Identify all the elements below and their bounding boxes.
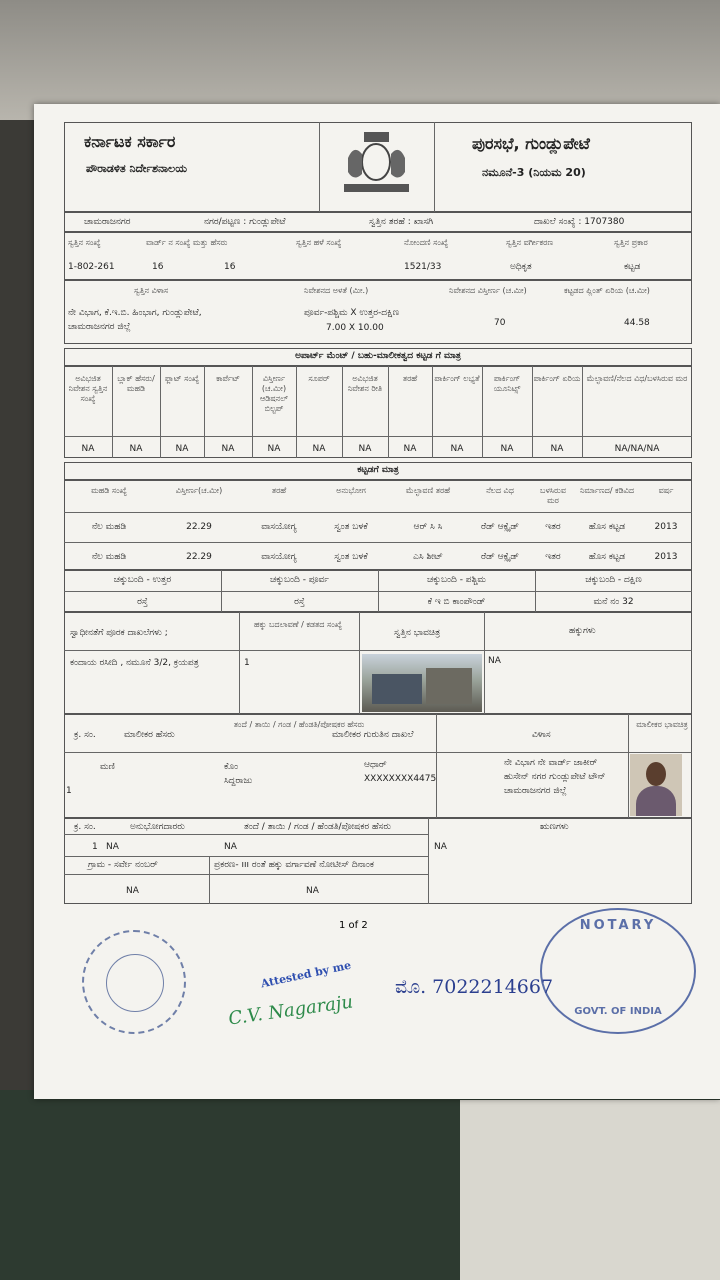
apartment-value: NA <box>129 444 143 454</box>
notary-seal <box>540 908 696 1034</box>
owner-serial: 1 <box>66 786 72 796</box>
apartment-header: ಅವಿಭಜಿತ ನಿವೇಶನ ರೀತಿ <box>347 374 383 393</box>
old-number-header: ಸ್ವತ್ತಿನ ಹಳೆ ಸಂಖ್ಯೆ <box>296 238 342 247</box>
apartment-header: ಪಾರ್ಕಿಂಗ್ ಲಭ್ಯತೆ <box>434 374 480 383</box>
emblem-icon <box>334 128 419 198</box>
apartment-header: ಫ್ಲಾಟ್ ಸಂಖ್ಯೆ <box>164 374 200 383</box>
owner-address-header: ವಿಳಾಸ <box>532 730 551 740</box>
owner-address-line-2: ಹುಸೇನ್ ನಗರ ಗುಂಡ್ಲುಪೇಟೆ ಟೌನ್ <box>504 772 606 782</box>
district-label: ಚಾಮರಾಜನಗರ <box>84 217 131 227</box>
apartment-header: ಪಾರ್ಕಿಂಗ್ ಯೂನಿಟ್ಸ್ <box>493 374 521 393</box>
owner-relation-header: ತಂದೆ / ತಾಯಿ / ಗಂಡ / ಹೆಂಡತಿ/ಪೋಷಕರ ಹೆಸರು <box>233 720 365 729</box>
building-cell: ಸ್ವಂತ ಬಳಕೆ <box>334 552 368 562</box>
building-cell: 2013 <box>654 552 678 562</box>
file-number-header: ಹಕ್ಕು ಬದಲಾವಣೆ / ಕಡತದ ಸಂಖ್ಯೆ <box>254 620 343 629</box>
site-area: 70 <box>494 318 506 328</box>
site-area-header: ನಿವೇಶನದ ವಿಸ್ತೀರ್ಣ (ಚ.ಮೀ) <box>449 286 527 295</box>
apartment-value: NA <box>500 444 514 454</box>
apartment-value: NA/NA/NA <box>614 444 660 454</box>
file-number: 1 <box>244 658 250 668</box>
classification-header: ಸ್ವತ್ತಿನ ವರ್ಗೀಕರಣ <box>506 238 554 247</box>
boundary-header: ಚಕ್ಕುಬಂದಿ - ದಕ್ಷಿಣ <box>585 575 642 585</box>
documents-header: ಸ್ವಾಧೀನತೆಗೆ ಪೂರಕ ದಾಖಲೆಗಳು ; <box>70 628 168 638</box>
apartment-value: NA <box>81 444 95 454</box>
encumbrance-value: NA <box>434 842 447 852</box>
building-cell: ರೆಡ್ ಆಕ್ಸೈಡ್ <box>480 552 519 562</box>
notary-seal-top-text: NOTARY <box>579 918 657 933</box>
property-kind-header: ಸ್ವತ್ತಿನ ಪ್ರಕಾರ <box>614 238 648 247</box>
owner-name: ಮಣಿ <box>100 762 115 772</box>
building-cell: ನೆಲ ಮಹಡಿ <box>91 552 127 562</box>
building-cell: 2013 <box>654 522 678 532</box>
ward-number: 16 <box>152 262 164 272</box>
boundary-value: ಮನೆ ನಂ 32 <box>593 597 634 607</box>
notary-seal-bottom-text: GOVT. OF INDIA <box>574 1006 662 1017</box>
address-header: ಸ್ವತ್ತಿನ ವಿಳಾಸ <box>134 286 169 295</box>
attested-stamp: Attested by me <box>259 958 353 991</box>
notary-signature: C.V. Nagaraju <box>227 991 355 1030</box>
boundary-header: ಚಕ್ಕುಬಂದಿ - ಪಶ್ಚಿಮ <box>427 575 486 585</box>
building-cell: ಎಸಿ ಶೀಟ್ <box>413 552 443 562</box>
old-number: 16 <box>224 262 236 272</box>
property-number: 1-802-261 <box>68 262 115 272</box>
site-dimension-header: ನಿವೇಶನದ ಅಳತೆ (ಮೀ.) <box>304 286 369 295</box>
building-cell: 22.29 <box>186 552 212 562</box>
rights-header: ಹಕ್ಕುಗಳು <box>569 626 596 636</box>
plinth-area: 44.58 <box>624 318 650 328</box>
owner-name-header: ಮಾಲೀಕರ ಹೆಸರು <box>124 730 175 740</box>
owner-id-value: XXXXXXXX4475 <box>364 774 437 784</box>
survey-number-header: ಗ್ರಾಮ - ಸರ್ವೇ ನಂಬರ್ <box>88 860 158 870</box>
ward-header: ವಾರ್ಡ್ ನ ಸಂಖ್ಯೆ ಮತ್ತು ಹೆಸರು <box>146 238 228 247</box>
boundary-value: ರಸ್ತೆ <box>137 597 148 607</box>
apartment-value: NA <box>403 444 417 454</box>
building-cell: ಹೊಸ ಕಟ್ಟಡ <box>588 522 626 532</box>
apartment-header: ತರಹೆ <box>402 374 418 383</box>
dimension-label: ಪೂರ್ವ-ಪಶ್ಚಿಮ X ಉತ್ತರ-ದಕ್ಷಿಣ <box>304 308 400 318</box>
apartment-value: NA <box>358 444 372 454</box>
apartment-header: ಕಾರ್ಪೆಟ್ <box>216 374 240 383</box>
city-label: ನಗರ/ಪಟ್ಟಣ : ಗುಂಡ್ಲುಪೇಟೆ <box>204 217 286 227</box>
address-line-2: ಚಾಮರಾಜನಗರ ಜಿಲ್ಲೆ <box>68 322 131 332</box>
building-cell: ಇತರ <box>545 522 561 532</box>
apartment-header: ಸೂಪರ್ <box>308 374 330 383</box>
building-cell: 22.29 <box>186 522 212 532</box>
occupant-name: NA <box>106 842 119 852</box>
owner-address-line-3: ಚಾಮರಾಜನಗರ ಜಿಲ್ಲೆ <box>504 786 567 796</box>
occupant-serial-header: ಕ್ರ. ಸಂ. <box>74 822 96 832</box>
record-number: ದಾಖಲೆ ಸಂಖ್ಯೆ : 1707380 <box>534 217 625 227</box>
property-number-header: ಸ್ವತ್ತಿನ ಸಂಖ್ಯೆ <box>68 238 101 247</box>
owner-photo-header: ಮಾಲೀಕರ ಭಾವಚಿತ್ರ <box>636 720 688 729</box>
form-number: ನಮೂನೆ-3 (ನಿಯಮ 20) <box>482 166 586 179</box>
government-title: ಕರ್ನಾಟಕ ಸರ್ಕಾರ <box>84 132 176 151</box>
photo-header: ಸ್ವತ್ತಿನ ಭಾವಚಿತ್ರ <box>394 628 441 638</box>
background-desk-top <box>0 0 720 120</box>
apartment-header: ಅವಿಭಜಿತ ನಿವೇಶನ ಸ್ವತ್ತಿನ ಸಂಖ್ಯೆ <box>68 374 108 403</box>
building-header: ಬಳಸಿರುವ ಮರ <box>540 486 566 505</box>
occupant-relation-header: ತಂದೆ / ತಾಯಿ / ಗಂಡ / ಹೆಂಡತಿ/ಪೋಷಕರ ಹೆಸರು <box>244 822 391 832</box>
boundary-value: ಕೆ ಇ ಬಿ ಕಾಂಪೌಂಡ್ <box>427 597 486 607</box>
documents-value: ಕಂದಾಯ ರಸೀದಿ , ನಮೂನೆ 3/2, ಕ್ರಯಪತ್ರ <box>70 658 199 668</box>
property-type: ಸ್ವತ್ತಿನ ತರಹೆ : ಖಾಸಗಿ <box>369 217 434 227</box>
property-photo <box>362 654 482 712</box>
owner-photo <box>630 754 682 816</box>
building-cell: ಸ್ವಂತ ಬಳಕೆ <box>334 522 368 532</box>
building-cell: ವಾಸಯೋಗ್ಯ <box>261 552 297 562</box>
owner-serial-header: ಕ್ರ. ಸಂ. <box>74 730 96 740</box>
notice-date: NA <box>306 886 319 896</box>
apartment-value: NA <box>450 444 464 454</box>
classification: ಅಧಿಕೃತ <box>510 262 532 272</box>
building-cell: ಇತರ <box>545 552 561 562</box>
apartment-value: NA <box>175 444 189 454</box>
phone-number: ಮೊ. 7022214667 <box>395 976 554 998</box>
building-header: ಅನುಭೋಗ <box>336 486 366 495</box>
occupant-serial: 1 <box>92 842 98 852</box>
municipal-seal <box>82 930 186 1034</box>
plinth-area-header: ಕಟ್ಟಡದ ಪ್ಲಿಂತ್ ಏರಿಯ (ಚ.ಮೀ) <box>564 286 650 295</box>
owner-id-header: ಮಾಲೀಕರ ಗುರುತಿನ ದಾಖಲೆ <box>332 730 414 740</box>
building-cell: ವಾಸಯೋಗ್ಯ <box>261 522 297 532</box>
encumbrance-header: ಋಣಗಳು <box>540 822 569 832</box>
building-header: ಮಹಡಿ ಸಂಖ್ಯೆ <box>91 486 127 495</box>
building-header: ನಿರ್ಮಾಣದ/ ಕಡಿವಿದ <box>579 486 635 495</box>
address-line-1: ನೇ ವಿಭಾಗ, ಕೆ.ಇ.ಬಿ. ಹಿಂಭಾಗ, ಗುಂಡ್ಲುಪೇಟೆ, <box>68 308 202 318</box>
property-form <box>64 122 692 904</box>
building-header: ಮೆಲ್ಛಾವಣಿ ತರಹೆ <box>405 486 451 495</box>
notice-date-header: ಪ್ರಕರಣ- ııı ರಂತೆ ಹಕ್ಕು ವರ್ಗಾವಣೆ ನೋಟೀಸ್ ದಿನಾಂಕ <box>214 860 374 870</box>
occupant-parent: NA <box>224 842 237 852</box>
page-number: 1 of 2 <box>339 920 368 931</box>
survey-number: NA <box>126 886 139 896</box>
owner-address-line-1: ನೇ ವಿಭಾಗ ನೇ ವಾರ್ಡ್ ಜಾಕೀರ್ <box>504 758 598 768</box>
apartment-header: ಪಾರ್ಕಿಂಗ್ ಏರಿಯ <box>533 374 581 383</box>
apartment-header: ಮೆಲ್ಛಾವಣಿ/ನೆಲದ ವಿಧ/ಬಳಸಿರುವ ಮರ <box>586 374 688 383</box>
building-header: ವರ್ಷ <box>658 486 674 495</box>
registration-header: ನೋಂದಣಿ ಸಂಖ್ಯೆ <box>404 238 449 247</box>
building-header: ನೆಲದ ವಿಧ <box>486 486 514 495</box>
building-cell: ಹೊಸ ಕಟ್ಟಡ <box>588 552 626 562</box>
building-header: ವಿಸ್ತೀರ್ಣ(ಚ.ಮೀ) <box>175 486 223 495</box>
building-cell: ರೆಡ್ ಆಕ್ಸೈಡ್ <box>480 522 519 532</box>
property-kind: ಕಟ್ಟಡ <box>624 262 641 272</box>
apartment-header: ವಿಸ್ತೀರ್ಣ (ಚ.ಮೀ) ಆಡಿಷನಲ್ ಬಿಲ್ಟಪ್ <box>260 374 288 413</box>
building-title: ಕಟ್ಟಡಗೆ ಮಾತ್ರ <box>357 465 399 475</box>
owner-parent-name: ಸಿದ್ದರಾಜು <box>224 776 253 786</box>
apartment-title: ಅಪಾರ್ಟ್ ಮೆಂಟ್ / ಬಹು-ಮಾಲೀಕತ್ವದ ಕಟ್ಟಡ ಗೆ ಮಾತ್ರ <box>295 351 461 361</box>
building-cell: ಆರ್ ಸಿ ಸಿ <box>413 522 443 532</box>
apartment-value: NA <box>312 444 326 454</box>
municipality-title: ಪುರಸಭೆ, ಗುಂಡ್ಲುಪೇಟೆ <box>472 134 590 153</box>
building-cell: ನೆಲ ಮಹಡಿ <box>91 522 127 532</box>
building-header: ತರಹೆ <box>271 486 287 495</box>
owner-relation: ಕೊಂ <box>224 762 239 772</box>
apartment-value: NA <box>267 444 281 454</box>
background-paper-under <box>460 1100 720 1280</box>
directorate-title: ಪೌರಾಡಳಿತ ನಿರ್ದೇಶನಾಲಯ <box>86 162 187 175</box>
rights-value: NA <box>488 656 501 666</box>
dimension-value: 7.00 X 10.00 <box>326 323 384 333</box>
boundary-header: ಚಕ್ಕುಬಂದಿ - ಉತ್ತರ <box>113 575 172 585</box>
registration-number: 1521/33 <box>404 262 442 272</box>
apartment-value: NA <box>550 444 564 454</box>
owner-id-label: ಆಧಾರ್ <box>364 760 387 770</box>
apartment-value: NA <box>221 444 235 454</box>
boundary-header: ಚಕ್ಕುಬಂದಿ - ಪೂರ್ವ <box>270 575 329 585</box>
apartment-header: ಬ್ಲಾಕ್ ಹೆಸರು/ ಮಹಡಿ <box>117 374 155 393</box>
boundary-value: ರಸ್ತೆ <box>294 597 305 607</box>
occupant-name-header: ಅನುಭೋಗದಾರರು <box>130 822 185 832</box>
